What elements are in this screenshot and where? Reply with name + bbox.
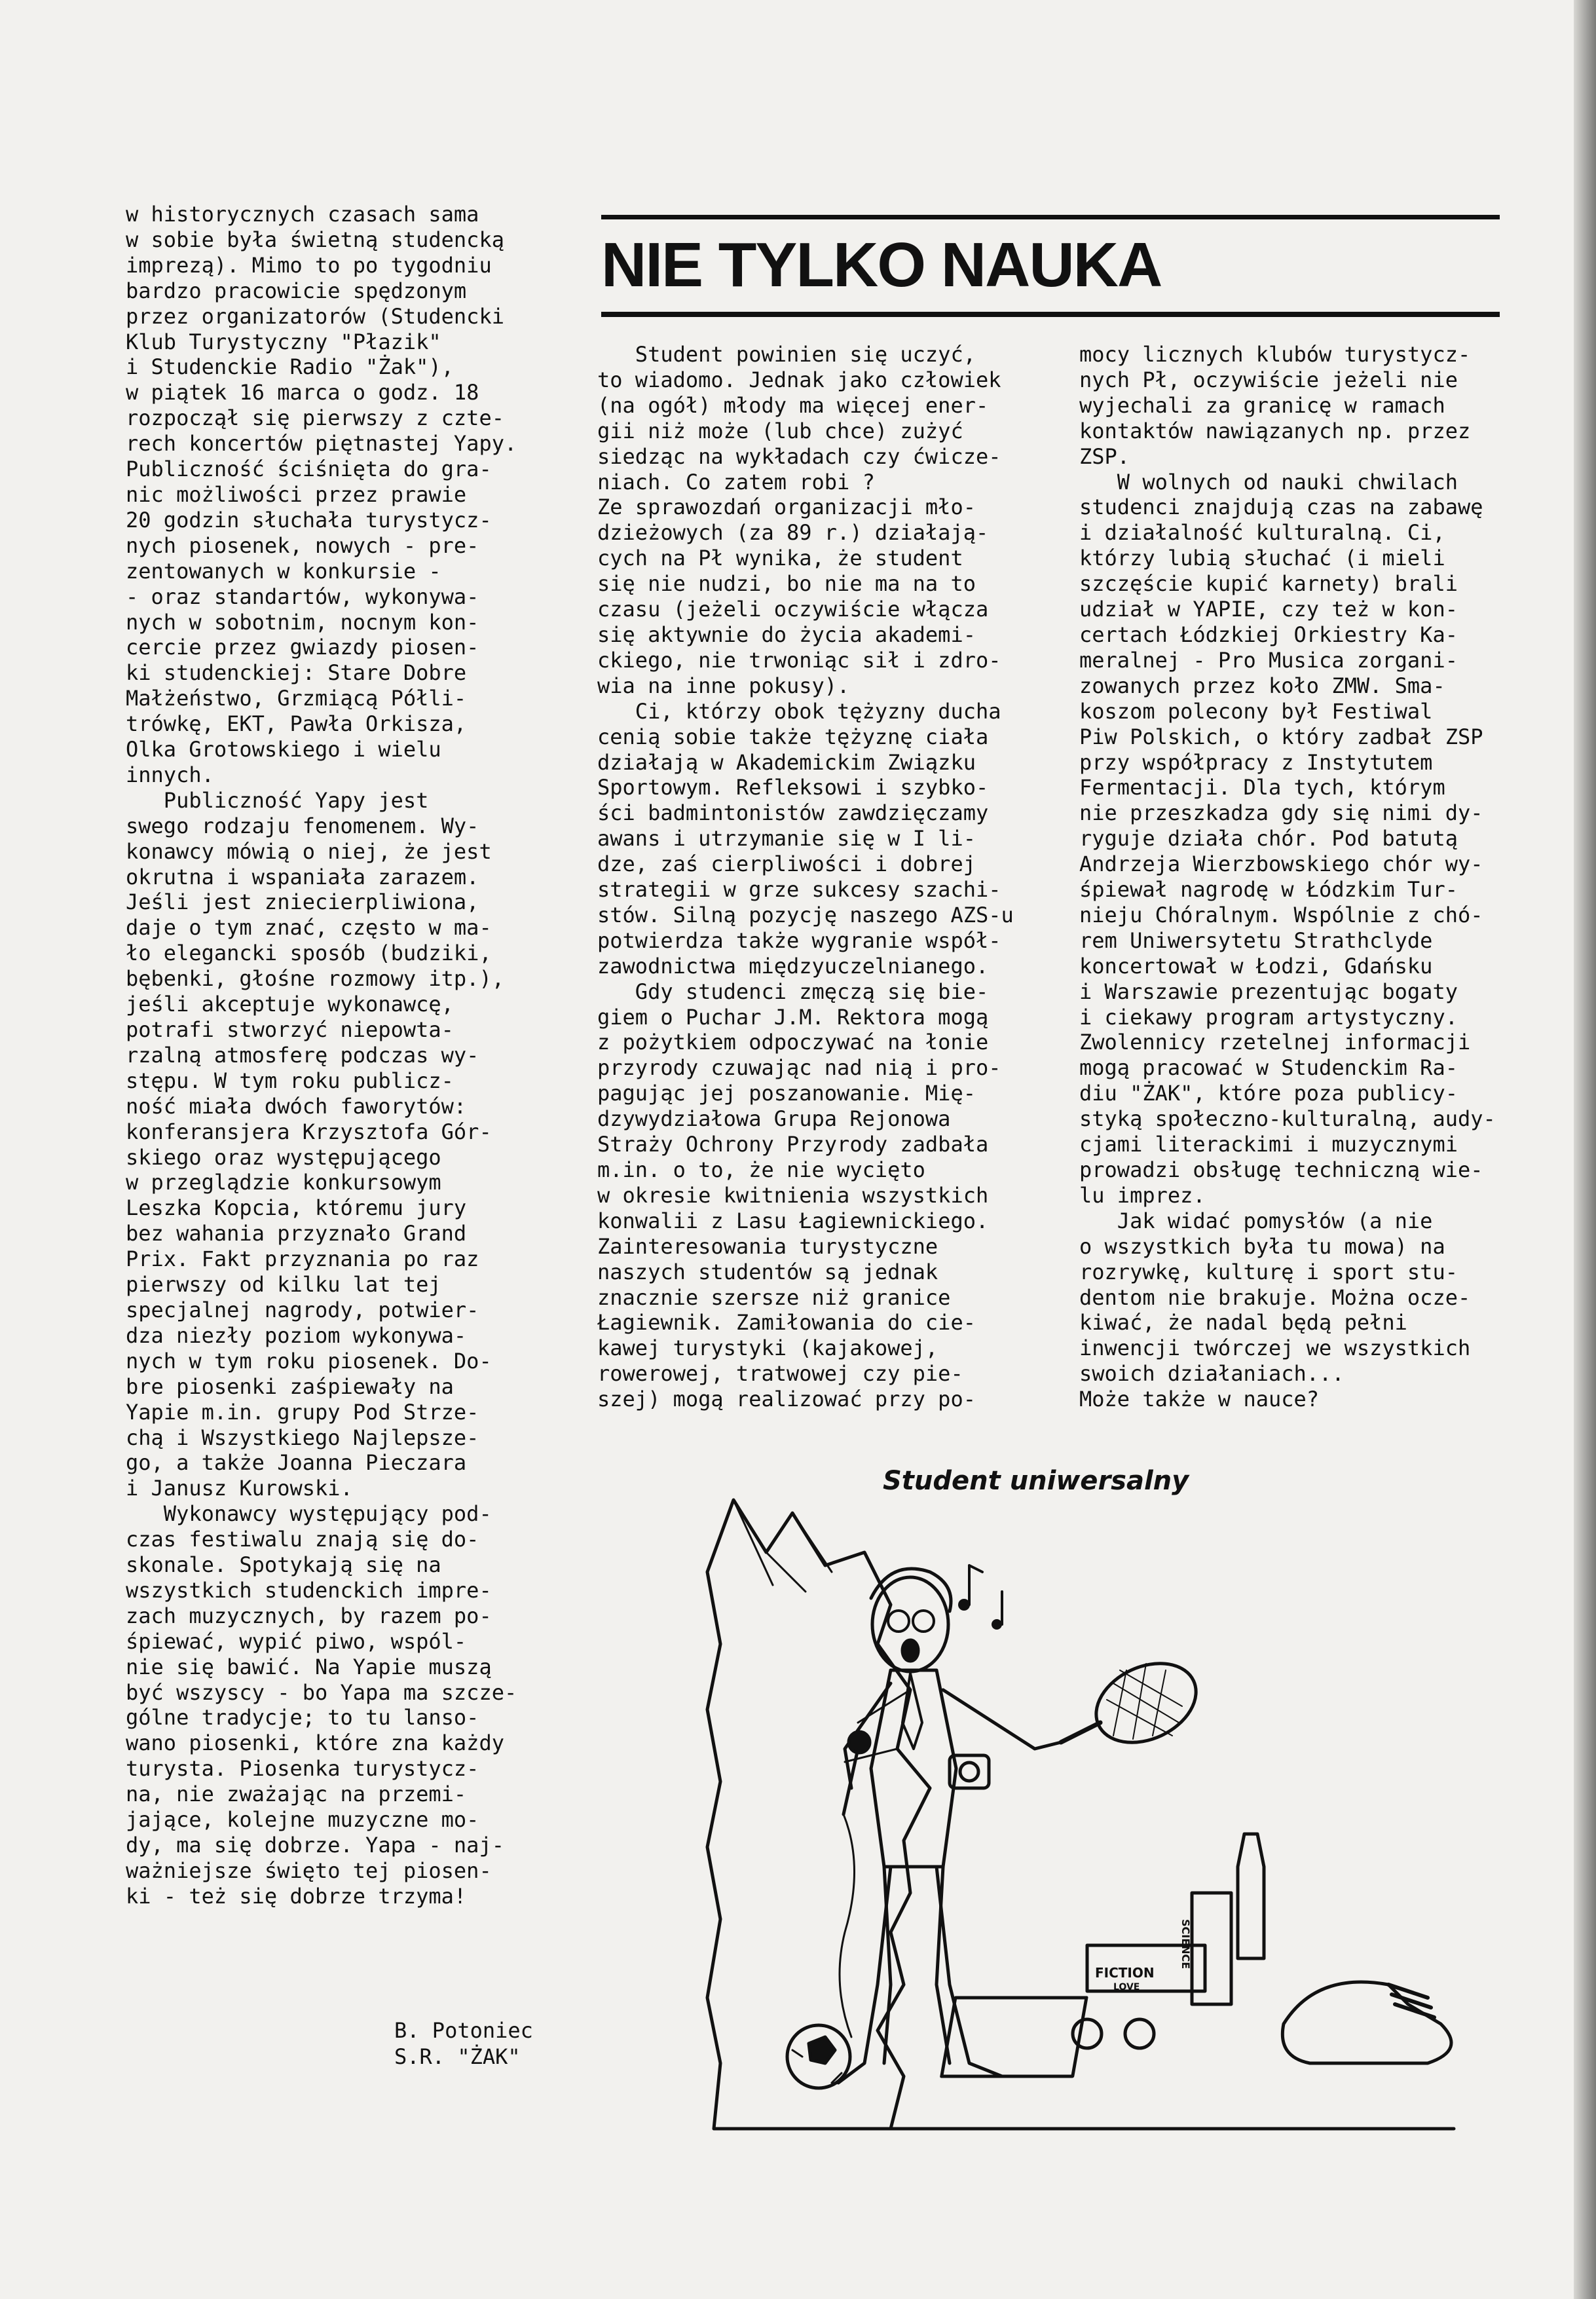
article-headline: NIE TYLKO NAUKA bbox=[601, 230, 1162, 300]
bottle-icon bbox=[1238, 1834, 1264, 1958]
student-left-leg bbox=[838, 1867, 891, 2083]
microphone-cable bbox=[840, 1814, 855, 2037]
music-note-icon bbox=[969, 1565, 982, 1605]
student-cartoon-illustration bbox=[694, 1474, 1506, 2135]
article-column-left: w historycznych czasach sama w sobie była świetną studencką imprezą). Mimo to po tygodniu bardzo pracowicie spędzonym przez organizatorów (Studencki Klub Turystyczny "Płazik" i Studenckie Radio "Żak"), w piątek 16 marca o godz. 18 rozpoczął się pierwszy z czte- rech koncertów piętnastej Yapy. Publiczność ściśnięta do gra- nic możliwości przez prawie 20 godzin słuchała turystycz- nych piosenek, nowych - pre- zentowanych w konkursie - - oraz standartów, wykonywa- nych w sobotnim, nocnym kon- cercie przez gwiazdy piosen- ki studenckiej: Stare Dobre Małżeństwo, Grzmiącą Półli- trówkę, EKT, Pawła Orkisza, Olka Grotowskiego i wielu innych. Publiczność Yapy jest swego rodzaju fenomenem. Wy- konawcy mówią o niej, że jest okrutna i wspaniała zarazem. Jeśli jest zniecierpliwiona, daje o tym znać, często w ma- ło elegancki sposób (budziki, bębenki, głośne rozmowy itp.), jeśli akceptuje wykonawcę, potrafi stworzyć niepowta- rzalną atmosferę podczas wy- stępu. W tym roku publicz- ność miała dwóch faworytów: konferansjera Krzysztofa Gór- skiego oraz występującego w przeglądzie konkursowym Leszka Kopcia, któremu jury bez wahania przyznało Grand Prix. Fakt przyznania po raz pierwszy od kilku lat tej specjalnej nagrody, potwier- dza niezły poziom wykonywa- nych w tym roku piosenek. Do- bre piosenki zaśpiewały na Yapie m.in. grupy Pod Strze- chą i Wszystkiego Najlepsze- go, a także Joanna Pieczara i Janusz Kurowski. Wykonawcy występujący pod- czas festiwalu znają się do- skonale. Spotykają się na wszystkich studenckich impre- zach muzycznych, by razem po- śpiewać, wypić piwo, wspól- nie się bawić. Na Yapie muszą być wszyscy - bo Yapa ma szcze- gólne tradycje; to tu lanso- wano piosenki, które zna każdy turysta. Piosenka turystycz- na, nie zważając na przemi- jające, kolejne muzyczne mo- dy, ma się dobrze. Yapa - naj- ważniejsze święto tej piosen- ki - też się dobrze trzyma! bbox=[126, 202, 517, 1909]
student-right-arm bbox=[943, 1690, 1061, 1749]
glasses-left-icon bbox=[888, 1611, 909, 1632]
glasses-right-icon bbox=[913, 1611, 934, 1632]
student-mouth bbox=[902, 1640, 918, 1661]
illustration-title: Student uniwersalny bbox=[883, 1466, 1189, 1496]
cartoon-speedlines bbox=[733, 1500, 910, 1762]
sneaker-icon bbox=[1282, 1982, 1451, 2063]
article-signature: B. Potoniec S.R. "ŻAK" bbox=[394, 2018, 533, 2069]
book-science-icon bbox=[1192, 1893, 1231, 2004]
headline-rule-top bbox=[601, 215, 1500, 219]
book-fiction-sub-label: LOVE bbox=[1113, 1982, 1140, 1992]
page-edge-shadow bbox=[1574, 0, 1596, 2299]
article-column-middle: Student powinien się uczyć, to wiadomo. Jednak jako człowiek (na ogół) młody ma więcej ener- gii niż może (lub chce) zużyć siedząc na wykładach czy ćwicze- niach. Co zatem robi ? Ze sprawozdań organizacji mło- dzieżowych (za 89 r.) działają- cych na Pł wynika, że student się nie nudzi, bo nie ma na to czasu (jeżeli oczywiście włącza się aktywnie do życia akademi- ckiego, nie trwoniąc sił i zdro- wia na inne pokusy). Ci, którzy obok tężyzny ducha cenią sobie także tężyznę ciała działają w Akademickim Związku Sportowym. Refleksowi i szybko- ści badmintonistów zawdzięczamy awans i utrzymanie się w I li- dze, zaś cierpliwości i dobrej strategii w grze sukcesy szachi- stów. Silną pozycję naszego AZS-u potwierdza także wygranie współ- zawodnictwa międzyuczelnianego. Gdy studenci zmęczą się bie- giem o Puchar J.M. Rektora mogą z pożytkiem odpoczywać na łonie przyrody czuwając nad nią i pro- pagując jej poszanowanie. Mię- dzywydziałowa Grupa Rejonowa Straży Ochrony Przyrody zadbała m.in. o to, że nie wycięto w okresie kwitnienia wszystkich konwalii z Lasu Łagiewnickiego. Zainteresowania turystyczne naszych studentów są jednak znacznie szersze niż granice Łagiewnik. Zamiłowania do cie- kawej turystyki (kajakowej, rowerowej, tratwowej czy pie- szej) mogą realizować przy po- bbox=[597, 342, 1014, 1412]
racket-strings bbox=[1107, 1664, 1182, 1739]
microphone-icon bbox=[849, 1732, 870, 1753]
headline-rule-bottom bbox=[601, 312, 1500, 317]
article-column-right: mocy licznych klubów turystycz- nych Pł, oczywiście jeżeli nie wyjechali za granicę w ramach kontaktów nawiązanych np. przez ZSP. W wolnych od nauki chwilach studenci znajdują czas na zabawę i działalność kulturalną. Ci, którzy lubią słuchać (i mieli szczęście kupić karnety) brali udział w YAPIE, czy też w kon- certach Łódzkiej Orkiestry Ka- meralnej - Pro Musica zorgani- zowanych przez koło ZMW. Sma- koszom polecony był Festiwal Piw Polskich, o który zadbał ZSP przy współpracy z Instytutem Fermentacji. Dla tych, którym nie przeszkadza gdy się nimi dy- ryguje działa chór. Pod batutą Andrzeja Wierzbowskiego chór wy- śpiewał nagrodę w Łódzkim Tur- nieju Chóralnym. Wspólnie z chó- rem Uniwersytetu Strathclyde koncertował w Łodzi, Gdańsku i Warszawie prezentując bogaty i ciekawy program artystyczny. Zwolennicy rzetelnej informacji mogą pracować w Studenckim Ra- diu "ŻAK", które poza publicy- styką społeczno-kulturalną, audy- cjami literackimi i muzycznymi prowadzi obsługę techniczną wie- lu imprez. Jak widać pomysłów (a nie o wszystkich była tu mowa) na rozrywkę, kulturę i sport stu- dentom nie brakuje. Można ocze- kiwać, że nadal będą pełni inwencji twórczej we wszystkich swoich działaniach... Może także w nauce? bbox=[1079, 342, 1496, 1412]
book-science-label: SCIENCE bbox=[1179, 1919, 1192, 1970]
book-fiction-label: FICTION bbox=[1095, 1965, 1155, 1981]
